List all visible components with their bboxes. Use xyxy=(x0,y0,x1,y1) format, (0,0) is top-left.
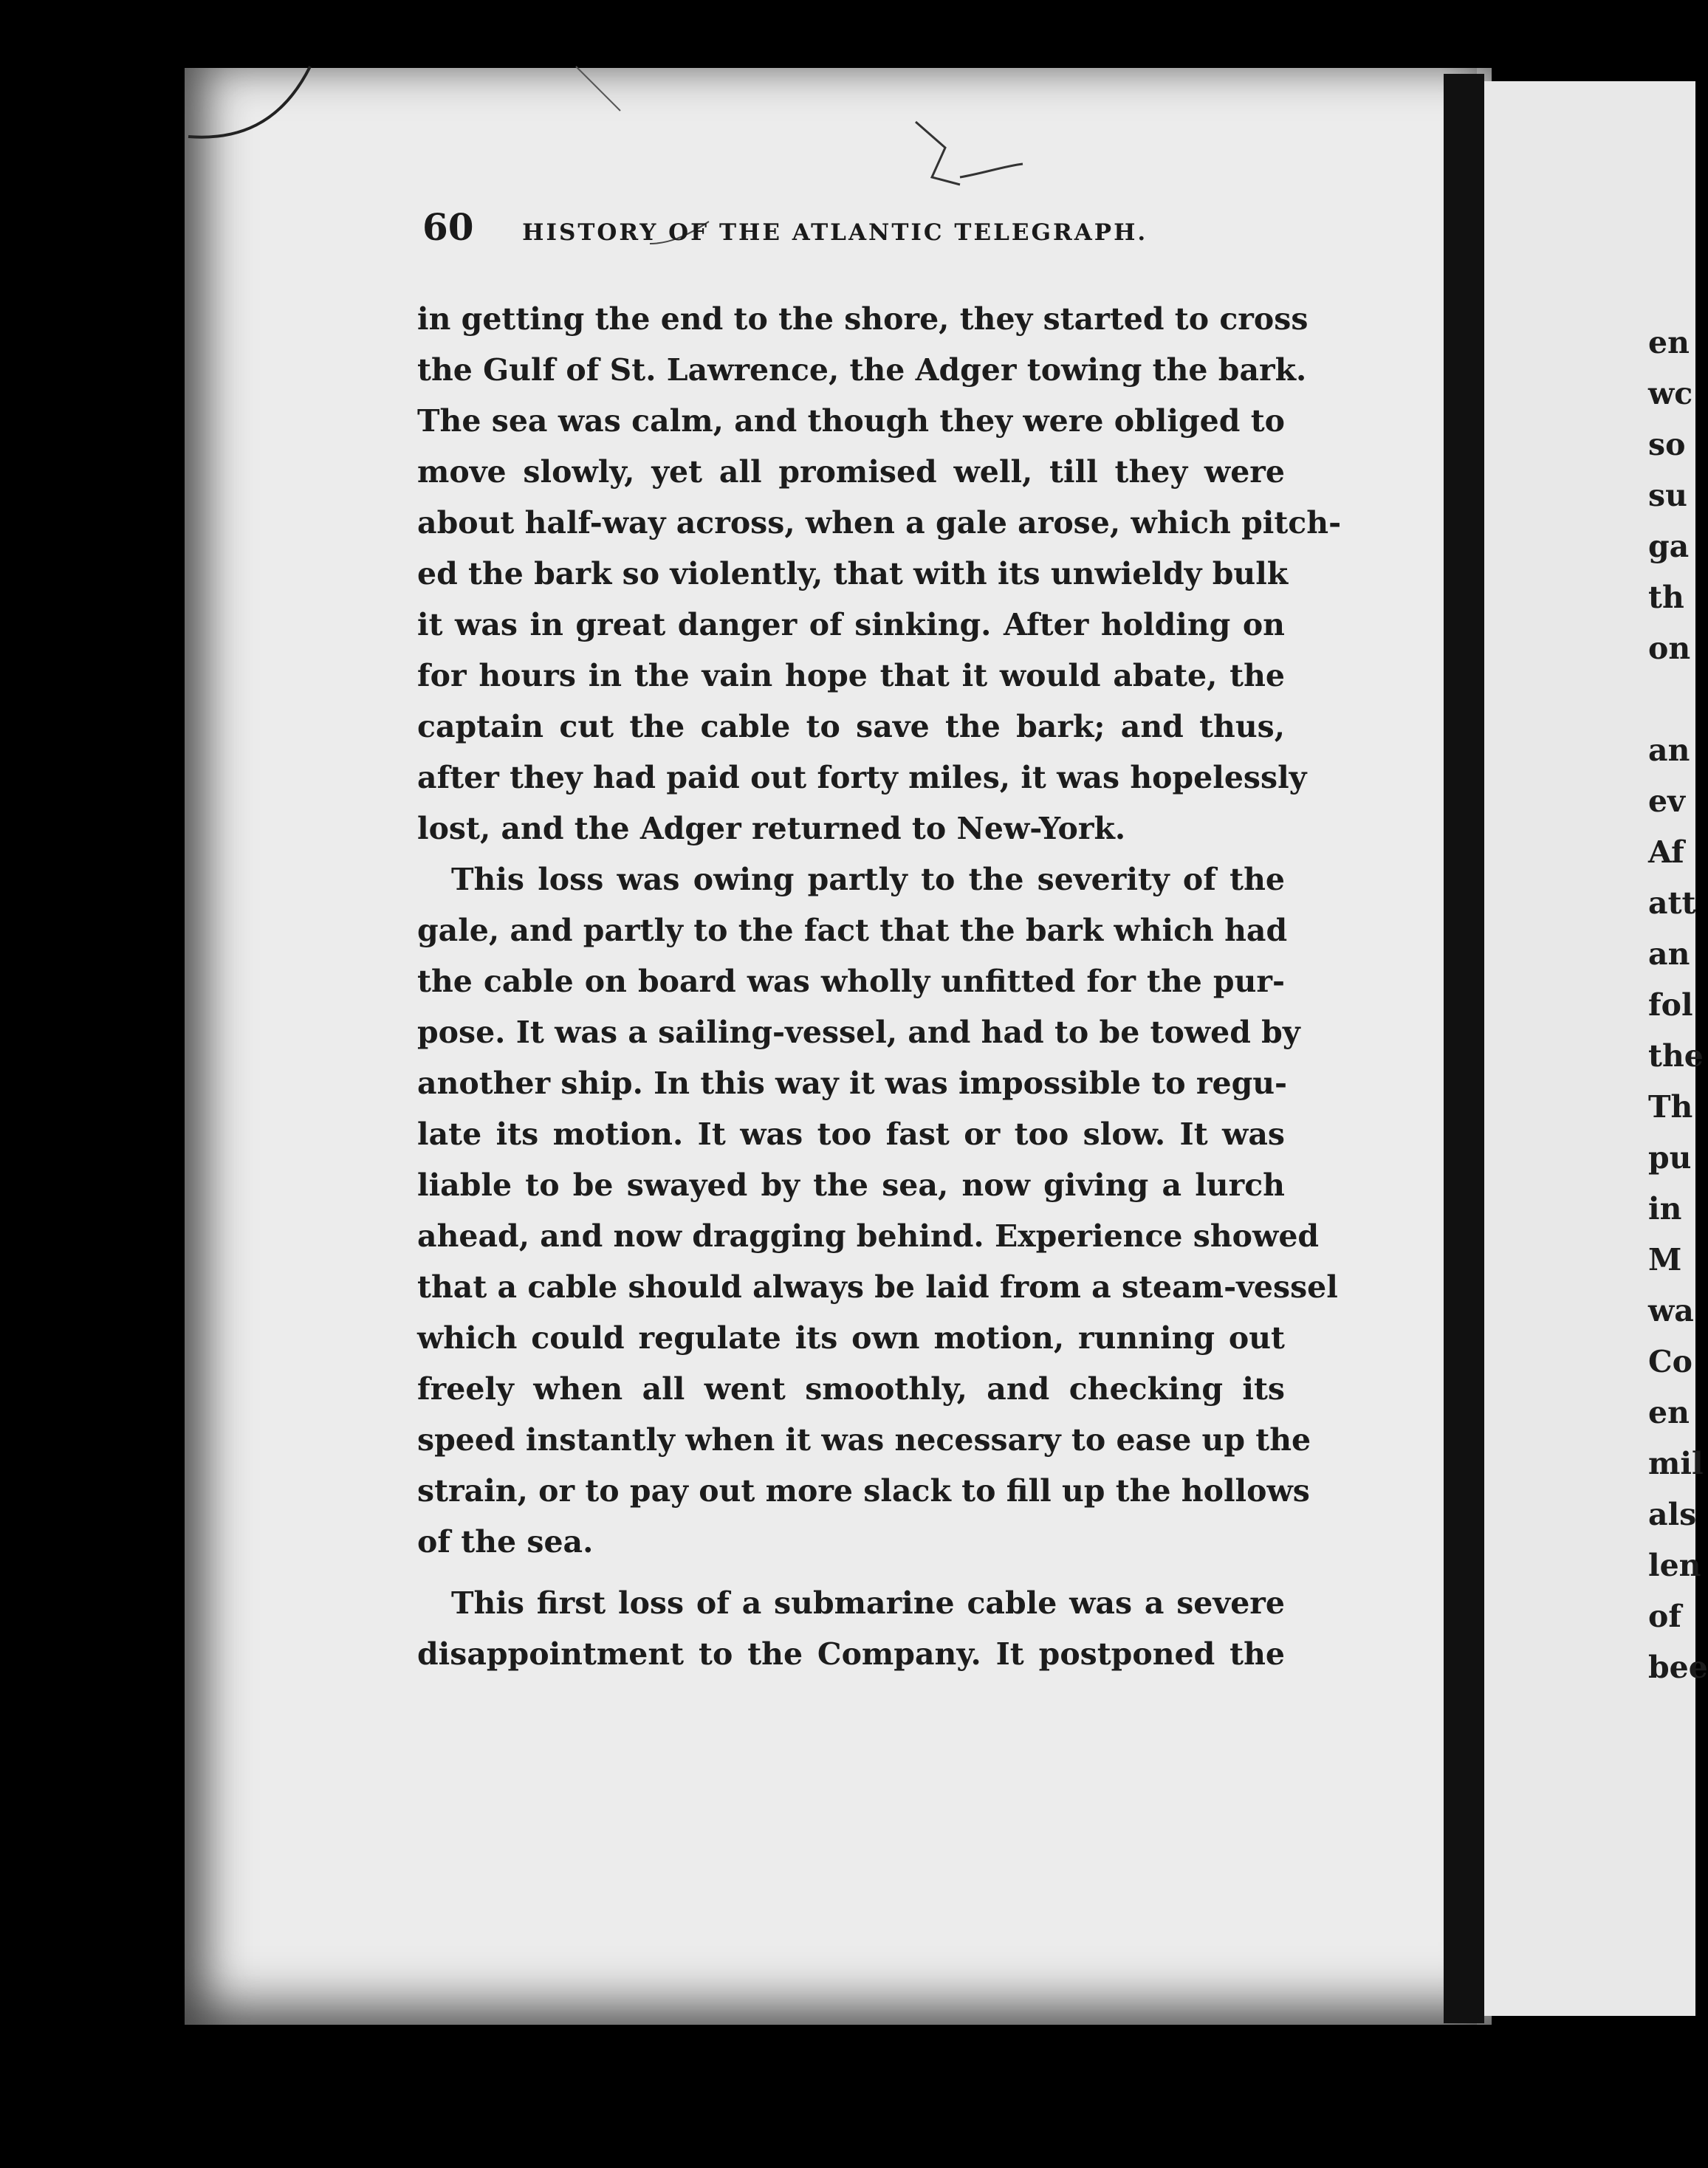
facing-line: M xyxy=(1648,1242,1682,1277)
facing-line: len xyxy=(1648,1548,1701,1583)
running-head: HISTORY OF THE ATLANTIC TELEGRAPH. xyxy=(522,219,1148,246)
page-header xyxy=(422,205,1249,249)
text-line: the cable on board was wholly unfitted for the pur- xyxy=(417,964,1285,999)
facing-line: Th xyxy=(1648,1089,1693,1125)
facing-line: so xyxy=(1648,427,1686,462)
text-line: This first loss of a submarine cable was a severe xyxy=(451,1585,1285,1621)
paragraph-2 xyxy=(417,854,1338,1568)
facing-line: of xyxy=(1648,1599,1681,1634)
facing-line: the xyxy=(1648,1038,1704,1074)
text-line: of the sea. xyxy=(417,1524,594,1560)
text-line: This loss was owing partly to the severity of the xyxy=(451,862,1285,897)
text-line: after they had paid out forty miles, it was hopelessly xyxy=(417,760,1307,795)
text-line: lost, and the Adger returned to New-York. xyxy=(417,811,1126,846)
text-line: late its motion. It was too fast or too slow. It was xyxy=(417,1116,1285,1152)
facing-line: an xyxy=(1648,936,1690,972)
facing-line: als xyxy=(1648,1497,1697,1532)
facing-line: ga xyxy=(1648,529,1690,564)
text-line: liable to be swayed by the sea, now giving a lurch xyxy=(417,1167,1285,1203)
facing-line: an xyxy=(1648,733,1690,768)
facing-line: th xyxy=(1648,580,1684,615)
text-line: disappointment to the Company. It postponed the xyxy=(417,1636,1285,1672)
facing-line: mil xyxy=(1648,1446,1704,1481)
paragraph-gap xyxy=(417,1568,1285,1578)
facing-line: wc xyxy=(1648,376,1693,411)
facing-line: en xyxy=(1648,325,1690,360)
text-line: in getting the end to the shore, they started to cross xyxy=(417,301,1309,337)
text-line: the Gulf of St. Lawrence, the Adger towing the bark. xyxy=(417,352,1307,388)
facing-line: Co xyxy=(1648,1344,1692,1379)
text-line: it was in great danger of sinking. After holding on xyxy=(417,607,1285,642)
text-line: about half-way across, when a gale arose, which pitch- xyxy=(417,505,1342,541)
facing-line: su xyxy=(1648,478,1687,513)
text-line: ahead, and now dragging behind. Experience showed xyxy=(417,1218,1320,1254)
facing-line: in xyxy=(1648,1191,1682,1227)
text-line: which could regulate its own motion, running out xyxy=(417,1320,1285,1356)
facing-line xyxy=(1648,674,1708,725)
facing-line: wa xyxy=(1648,1293,1694,1328)
text-line: The sea was calm, and though they were obliged to xyxy=(417,403,1285,439)
page-number: 60 xyxy=(422,205,474,249)
text-line: captain cut the cable to save the bark; and thus, xyxy=(417,709,1285,744)
paragraph-3 xyxy=(417,1578,1285,1680)
facing-line: on xyxy=(1648,631,1691,666)
text-line: pose. It was a sailing-vessel, and had to be towed by xyxy=(417,1015,1300,1050)
book-gutter xyxy=(1444,74,1484,2023)
body-text xyxy=(417,294,1342,1680)
facing-line: fol xyxy=(1648,987,1693,1023)
text-line: another ship. In this way it was impossible to regu- xyxy=(417,1066,1288,1101)
facing-line: ev xyxy=(1648,783,1685,819)
text-line: for hours in the vain hope that it would abate, the xyxy=(417,658,1285,693)
text-line: ed the bark so violently, that with its unwieldy bulk xyxy=(417,556,1289,591)
facing-line: att xyxy=(1648,885,1696,921)
facing-line: Af xyxy=(1648,834,1684,870)
text-line: that a cable should always be laid from a steam-vessel xyxy=(417,1269,1338,1305)
text-line: freely when all went smoothly, and checking its xyxy=(417,1371,1285,1407)
facing-page-text xyxy=(1648,318,1708,1693)
facing-line: en xyxy=(1648,1395,1690,1430)
facing-line: bee xyxy=(1648,1650,1708,1685)
text-line: move slowly, yet all promised well, till they were xyxy=(417,454,1285,490)
text-line: speed instantly when it was necessary to ease up the xyxy=(417,1422,1311,1458)
facing-line: pu xyxy=(1648,1140,1692,1176)
text-line: strain, or to pay out more slack to fill up the hollows xyxy=(417,1473,1310,1509)
paragraph-1 xyxy=(417,294,1342,854)
text-line: gale, and partly to the fact that the bark which had xyxy=(417,913,1288,948)
